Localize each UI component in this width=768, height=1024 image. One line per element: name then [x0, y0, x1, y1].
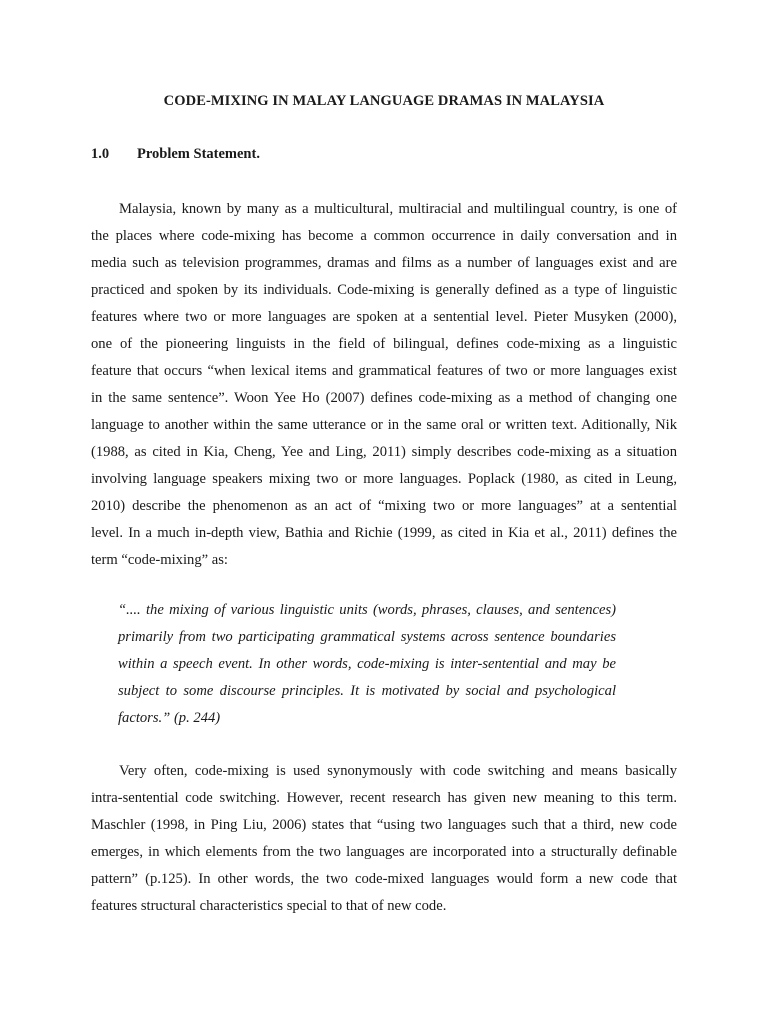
quote-line: “.... the mixing of various linguistic units (words, phrases, clauses, and sentences): [118, 602, 616, 618]
paragraph-line: Malaysia, known by many as a multicultural, multiracial and multilingual country, is one of: [119, 201, 677, 217]
quote-line: factors.” (p. 244): [118, 710, 221, 726]
paragraph-line: media such as television programmes, dramas and films as a number of languages exist and are: [91, 255, 677, 271]
paragraph-line: emerges, in which elements from the two languages are incorporated into a structurally definable: [91, 844, 677, 860]
paragraph-line: language to another within the same utterance or in the same oral or written text. Aditionally, Nik: [91, 417, 677, 433]
quote-line: subject to some discourse principles. It is motivated by social and psychological: [118, 683, 616, 699]
paragraph-line: intra-sentential code switching. However, recent research has given new meaning to this term.: [91, 790, 677, 806]
section-title: Problem Statement.: [137, 146, 260, 162]
paragraph-line: one of the pioneering linguists in the field of bilingual, defines code-mixing as a linguistic: [91, 336, 677, 352]
paragraph-line: feature that occurs “when lexical items and grammatical features of two or more languages exist: [91, 363, 677, 379]
paragraph-line: (1988, as cited in Kia, Cheng, Yee and Ling, 2011) simply describes code-mixing as a situation: [91, 444, 677, 460]
section-heading: [91, 146, 260, 163]
paragraph-line: practiced and spoken by its individuals. Code-mixing is generally defined as a type of linguistic: [91, 282, 677, 298]
paragraph-line: term “code-mixing” as:: [91, 552, 228, 568]
paragraph-line: features structural characteristics special to that of new code.: [91, 898, 447, 914]
paragraph-line: pattern” (p.125). In other words, the two code-mixed languages would form a new code that: [91, 871, 677, 887]
paragraph-line: Maschler (1998, in Ping Liu, 2006) states that “using two languages such that a third, new code: [91, 817, 677, 833]
paragraph-line: Very often, code-mixing is used synonymously with code switching and means basically: [119, 763, 677, 779]
paragraph-line: level. In a much in-depth view, Bathia and Richie (1999, as cited in Kia et al., 2011) defines the: [91, 525, 677, 541]
quote-line: primarily from two participating grammatical systems across sentence boundaries: [118, 629, 616, 645]
paragraph-line: involving language speakers mixing two or more languages. Poplack (1980, as cited in Leung,: [91, 471, 677, 487]
quote-line: within a speech event. In other words, code-mixing is inter-sentential and may be: [118, 656, 616, 672]
document-title: CODE-MIXING IN MALAY LANGUAGE DRAMAS IN MALAYSIA: [163, 93, 605, 109]
paragraph-line: the places where code-mixing has become a common occurrence in daily conversation and in: [91, 228, 677, 244]
section-number: 1.0: [91, 146, 110, 162]
block-quote: [118, 597, 616, 732]
paragraph-line: in the same sentence”. Woon Yee Ho (2007) defines code-mixing as a method of changing one: [91, 390, 677, 406]
paragraph-intro: [91, 196, 677, 574]
paragraph-line: features where two or more languages are spoken at a sentential level. Pieter Musyken (2000),: [91, 309, 677, 325]
paragraph-line: 2010) describe the phenomenon as an act of “mixing two or more languages” at a sentential: [91, 498, 677, 514]
paragraph-second: [91, 758, 677, 920]
